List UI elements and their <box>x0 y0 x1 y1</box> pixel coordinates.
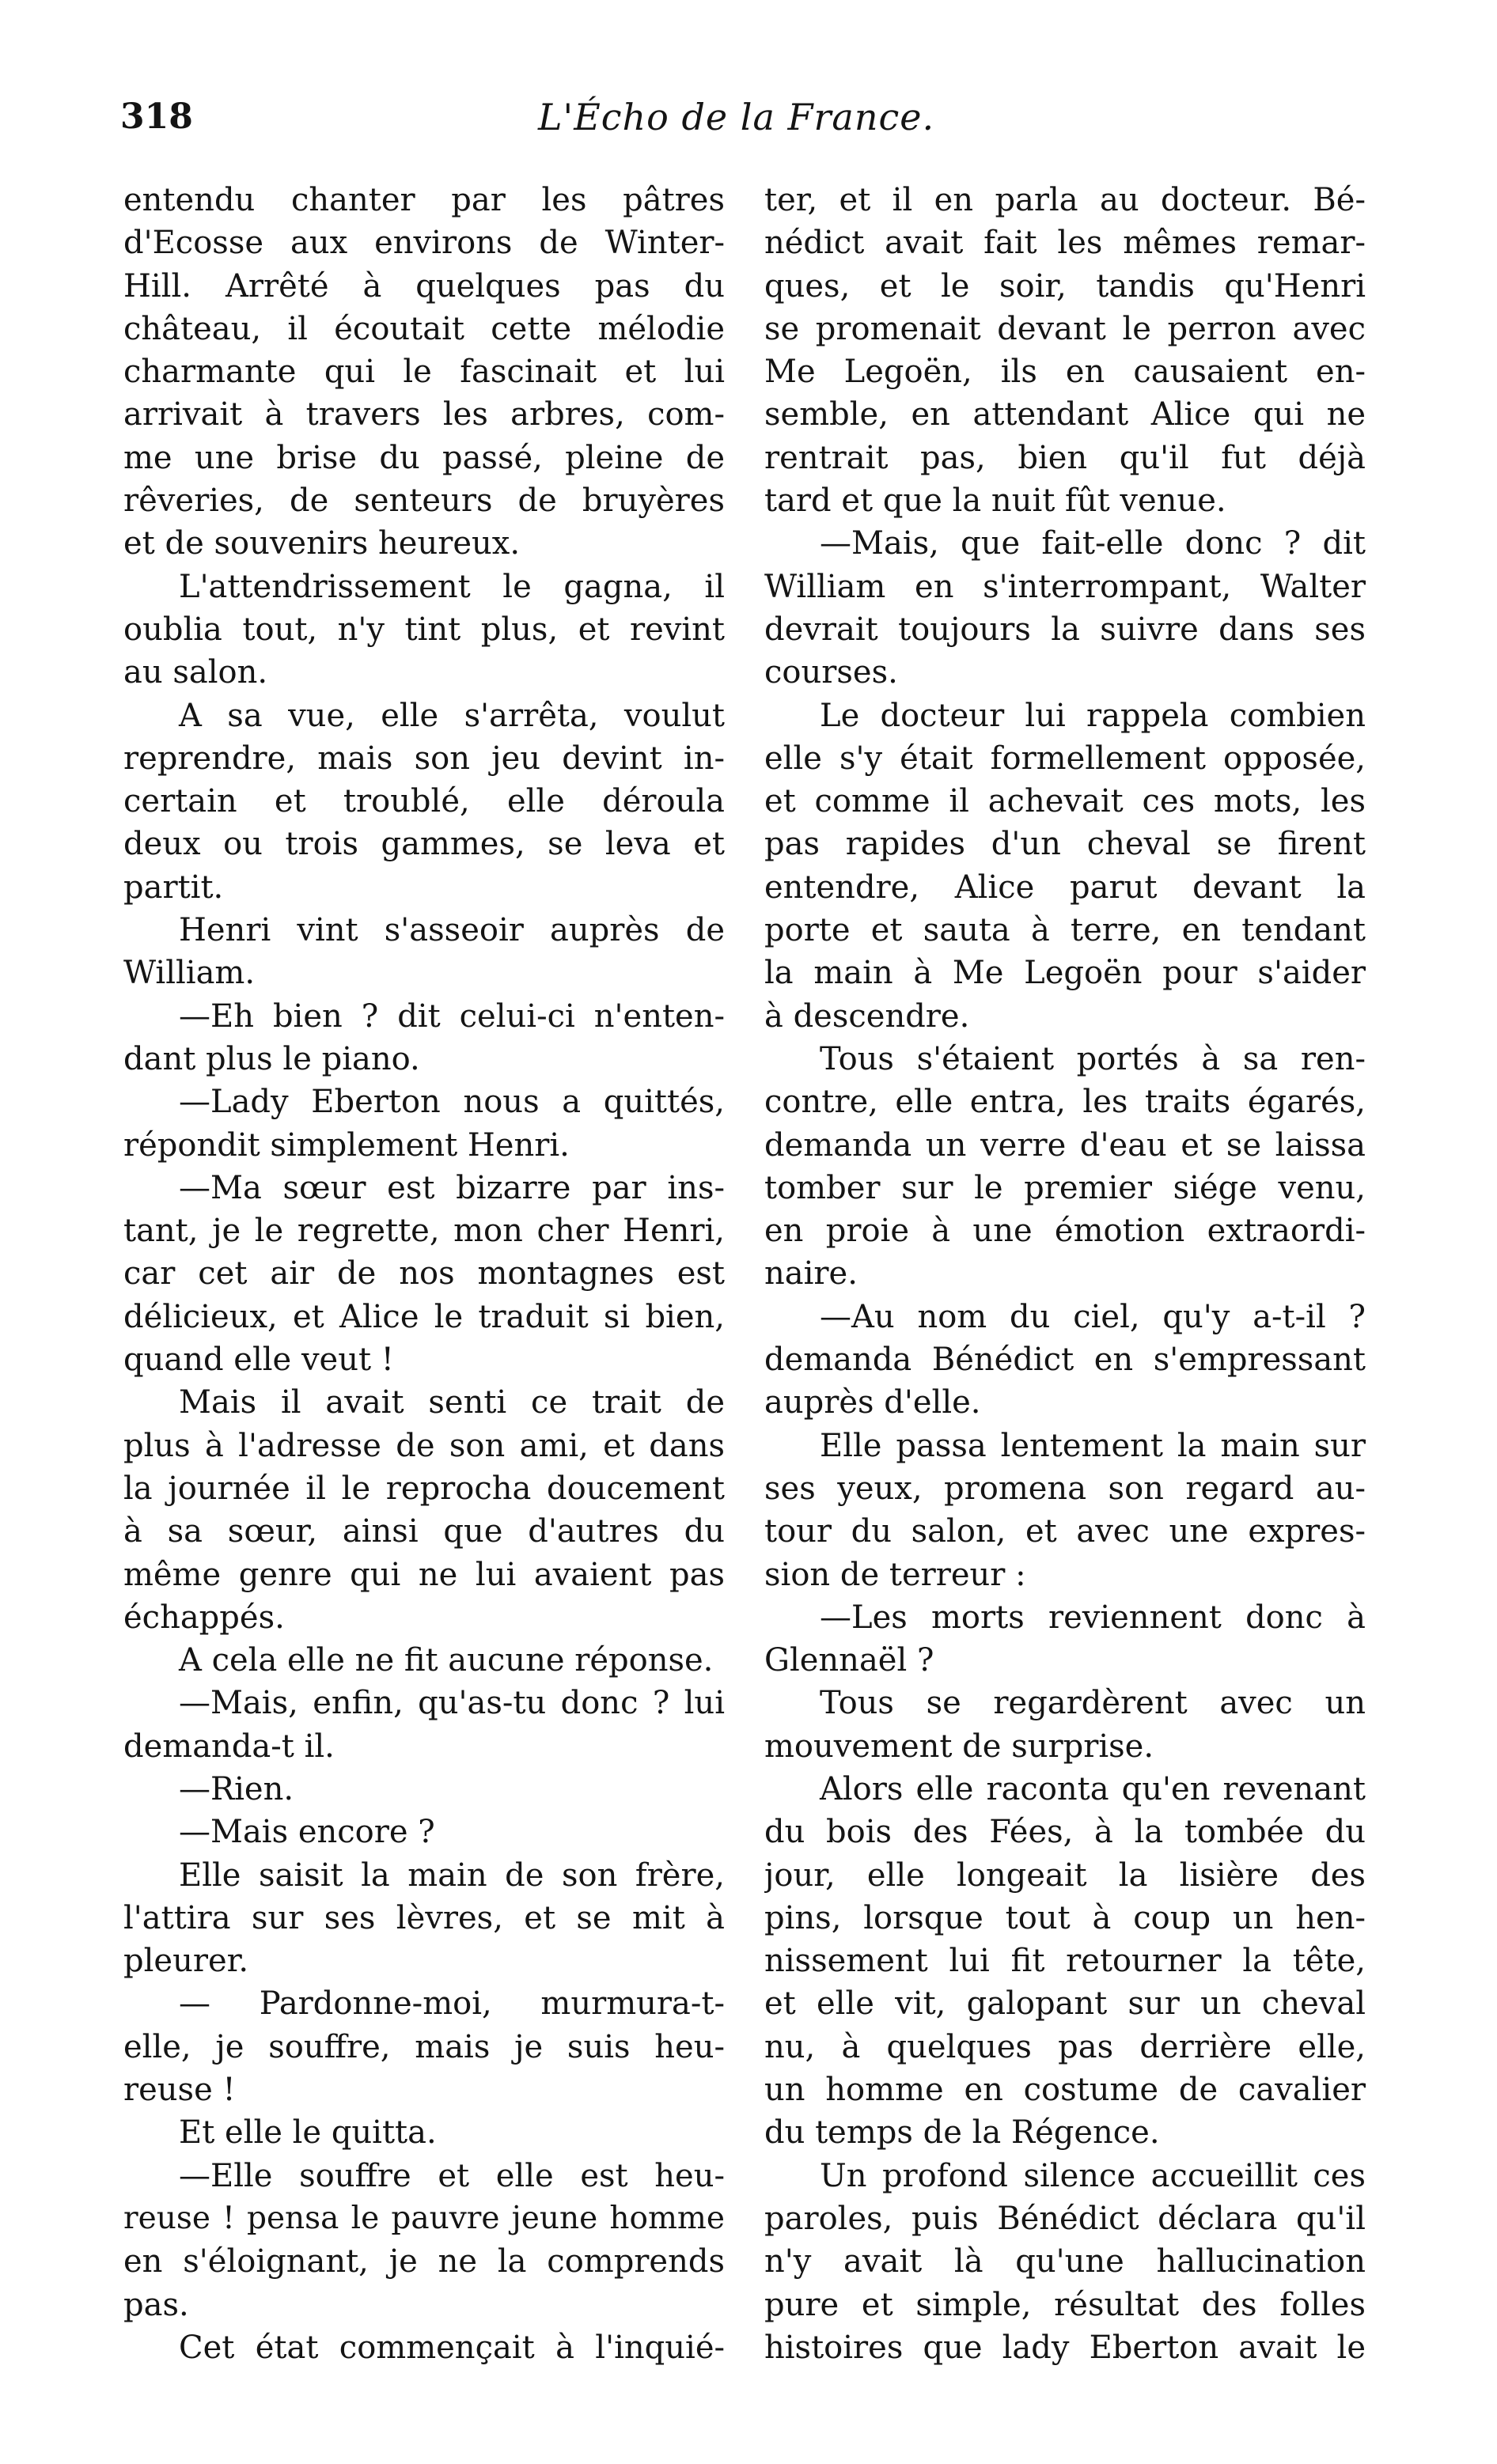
text-line: et elle vit, galopant sur un cheval <box>764 1985 1366 2023</box>
text-line: Henri vint s'asseoir auprès de <box>179 912 725 949</box>
text-column-left <box>123 179 725 2369</box>
text-line: — Pardonne-moi, murmura-t- <box>179 1985 725 2023</box>
text-line: paroles, puis Bénédict déclara qu'il <box>764 2200 1366 2237</box>
text-line: William en s'interrompant, Walter <box>764 568 1366 605</box>
text-line: Le docteur lui rappela combien <box>820 697 1366 734</box>
text-line: Mais il avait senti ce trait de <box>179 1384 725 1421</box>
text-line: quand elle veut ! <box>123 1342 394 1379</box>
text-line: pleurer. <box>123 1943 249 1980</box>
text-line: reuse ! <box>123 2072 236 2109</box>
text-line: ses yeux, promena son regard au- <box>764 1470 1366 1507</box>
text-line: Me Legoën, ils en causaient en- <box>764 354 1366 391</box>
text-line: oublia tout, n'y tint plus, et revint <box>123 611 725 648</box>
text-line: délicieux, et Alice le traduit si bien, <box>123 1298 725 1335</box>
text-line: nu, à quelques pas derrière elle, <box>764 2028 1366 2065</box>
text-line: un homme en costume de cavalier <box>764 2072 1366 2109</box>
text-column-right <box>764 179 1366 2369</box>
text-line: dant plus le piano. <box>123 1040 420 1077</box>
text-line: auprès d'elle. <box>764 1384 981 1421</box>
text-line: courses. <box>764 654 898 691</box>
text-line: pure et simple, résultat des folles <box>764 2286 1366 2323</box>
text-line: l'attira sur ses lèvres, et se mit à <box>123 1899 725 1936</box>
text-line: semble, en attendant Alice qui ne <box>764 396 1366 433</box>
text-line: en s'éloignant, je ne la comprends <box>123 2243 725 2280</box>
text-line: du temps de la Régence. <box>764 2114 1160 2152</box>
text-line: deux ou trois gammes, se leva et <box>123 826 725 863</box>
text-line: —Elle souffre et elle est heu- <box>179 2157 725 2194</box>
text-line: pas rapides d'un cheval se firent <box>764 826 1366 863</box>
text-line: plus à l'adresse de son ami, et dans <box>123 1427 725 1464</box>
text-line: Et elle le quitta. <box>179 2114 437 2152</box>
text-line: du bois des Fées, à la tombée du <box>764 1814 1366 1851</box>
text-line: demanda Bénédict en s'empressant <box>764 1342 1366 1379</box>
text-line: tant, je le regrette, mon cher Henri, <box>123 1213 725 1250</box>
text-line: Un profond silence accueillit ces <box>820 2157 1366 2194</box>
text-line: à descendre. <box>764 997 970 1035</box>
text-line: —Mais encore ? <box>179 1814 435 1851</box>
text-line: A cela elle ne fit aucune réponse. <box>179 1642 714 1679</box>
text-line: —Ma sœur est bizarre par ins- <box>179 1169 725 1206</box>
text-line: sion de terreur : <box>764 1556 1026 1593</box>
text-line: demanda un verre d'eau et se laissa <box>764 1126 1366 1164</box>
text-line: Cet état commençait à l'inquié- <box>179 2329 725 2366</box>
text-line: —Eh bien ? dit celui-ci n'enten- <box>179 997 725 1035</box>
text-line: reprendre, mais son jeu devint in- <box>123 740 725 777</box>
text-line: arrivait à travers les arbres, com- <box>123 396 725 433</box>
text-line: Elle passa lentement la main sur <box>820 1427 1366 1464</box>
text-line: au salon. <box>123 654 268 691</box>
text-line: —Mais, que fait-elle donc ? dit <box>820 525 1366 562</box>
text-line: Alors elle raconta qu'en revenant <box>820 1770 1366 1807</box>
text-line: entendre, Alice parut devant la <box>764 869 1366 906</box>
page-number: 318 <box>120 97 193 137</box>
text-line: —Rien. <box>179 1770 294 1807</box>
text-line: en proie à une émotion extraordi- <box>764 1213 1366 1250</box>
text-line: Tous s'étaient portés à sa ren- <box>820 1040 1366 1077</box>
text-line: porte et sauta à terre, en tendant <box>764 912 1366 949</box>
text-line: se promenait devant le perron avec <box>764 310 1366 347</box>
text-line: nissement lui fit retourner la tête, <box>764 1943 1366 1980</box>
text-line: —Mais, enfin, qu'as-tu donc ? lui <box>179 1685 725 1722</box>
text-line: certain et troublé, elle déroula <box>123 783 725 820</box>
text-line: histoires que lady Eberton avait le <box>764 2329 1366 2366</box>
text-line: rêveries, de senteurs de bruyères <box>123 483 725 520</box>
text-line: —Les morts reviennent donc à <box>820 1599 1366 1636</box>
text-line: reuse ! pensa le pauvre jeune homme <box>123 2200 725 2236</box>
text-line: devrait toujours la suivre dans ses <box>764 611 1366 648</box>
text-line: Glennaël ? <box>764 1642 934 1679</box>
text-line: A sa vue, elle s'arrêta, voulut <box>179 697 725 734</box>
text-line: —Lady Eberton nous a quittés, <box>179 1084 725 1121</box>
text-line: charmante qui le fascinait et lui <box>123 354 725 391</box>
text-line: et comme il achevait ces mots, les <box>764 783 1366 820</box>
text-line: même genre qui ne lui avaient pas <box>123 1556 725 1593</box>
text-line: Elle saisit la main de son frère, <box>179 1857 725 1894</box>
text-line: nédict avait fait les mêmes remar- <box>764 225 1366 262</box>
text-line: ques, et le soir, tandis qu'Henri <box>764 267 1366 305</box>
text-line: mouvement de surprise. <box>764 1728 1154 1765</box>
text-line: partit. <box>123 869 224 906</box>
text-line: échappés. <box>123 1599 285 1636</box>
text-line: tard et que la nuit fût venue. <box>764 483 1226 520</box>
text-line: elle, je souffre, mais je suis heu- <box>123 2028 725 2065</box>
text-line: Tous se regardèrent avec un <box>820 1685 1366 1722</box>
text-line: d'Ecosse aux environs de Winter- <box>123 225 725 262</box>
text-line: rentrait pas, bien qu'il fut déjà <box>764 439 1366 476</box>
text-line: et de souvenirs heureux. <box>123 525 521 562</box>
text-line: répondit simplement Henri. <box>123 1126 570 1164</box>
text-line: la journée il le reprocha doucement <box>123 1470 725 1507</box>
text-line: tour du salon, et avec une expres- <box>764 1513 1366 1550</box>
text-line: elle s'y était formellement opposée, <box>764 740 1366 777</box>
text-line: à sa sœur, ainsi que d'autres du <box>123 1513 725 1550</box>
text-line: pas. <box>123 2286 189 2323</box>
text-line: contre, elle entra, les traits égarés, <box>764 1084 1366 1121</box>
text-line: tomber sur le premier siége venu, <box>764 1169 1366 1206</box>
text-line: L'attendrissement le gagna, il <box>179 568 725 605</box>
text-line: pins, lorsque tout à coup un hen- <box>764 1899 1366 1936</box>
text-line: me une brise du passé, pleine de <box>123 439 725 476</box>
text-line: la main à Me Legoën pour s'aider <box>764 955 1366 992</box>
text-line: demanda-t il. <box>123 1728 335 1765</box>
text-line: ter, et il en parla au docteur. Bé- <box>764 182 1366 218</box>
text-line: —Au nom du ciel, qu'y a-t-il ? <box>820 1298 1366 1335</box>
text-line: entendu chanter par les pâtres <box>123 182 725 218</box>
text-line: Hill. Arrêté à quelques pas du <box>123 267 725 305</box>
text-line: naire. <box>764 1255 858 1293</box>
text-line: William. <box>123 955 256 992</box>
text-line: car cet air de nos montagnes est <box>123 1255 725 1293</box>
text-line: jour, elle longeait la lisière des <box>764 1857 1366 1894</box>
text-line: n'y avait là qu'une hallucination <box>764 2243 1366 2280</box>
text-line: château, il écoutait cette mélodie <box>123 310 725 347</box>
running-title: L'Écho de la France. <box>538 96 935 138</box>
